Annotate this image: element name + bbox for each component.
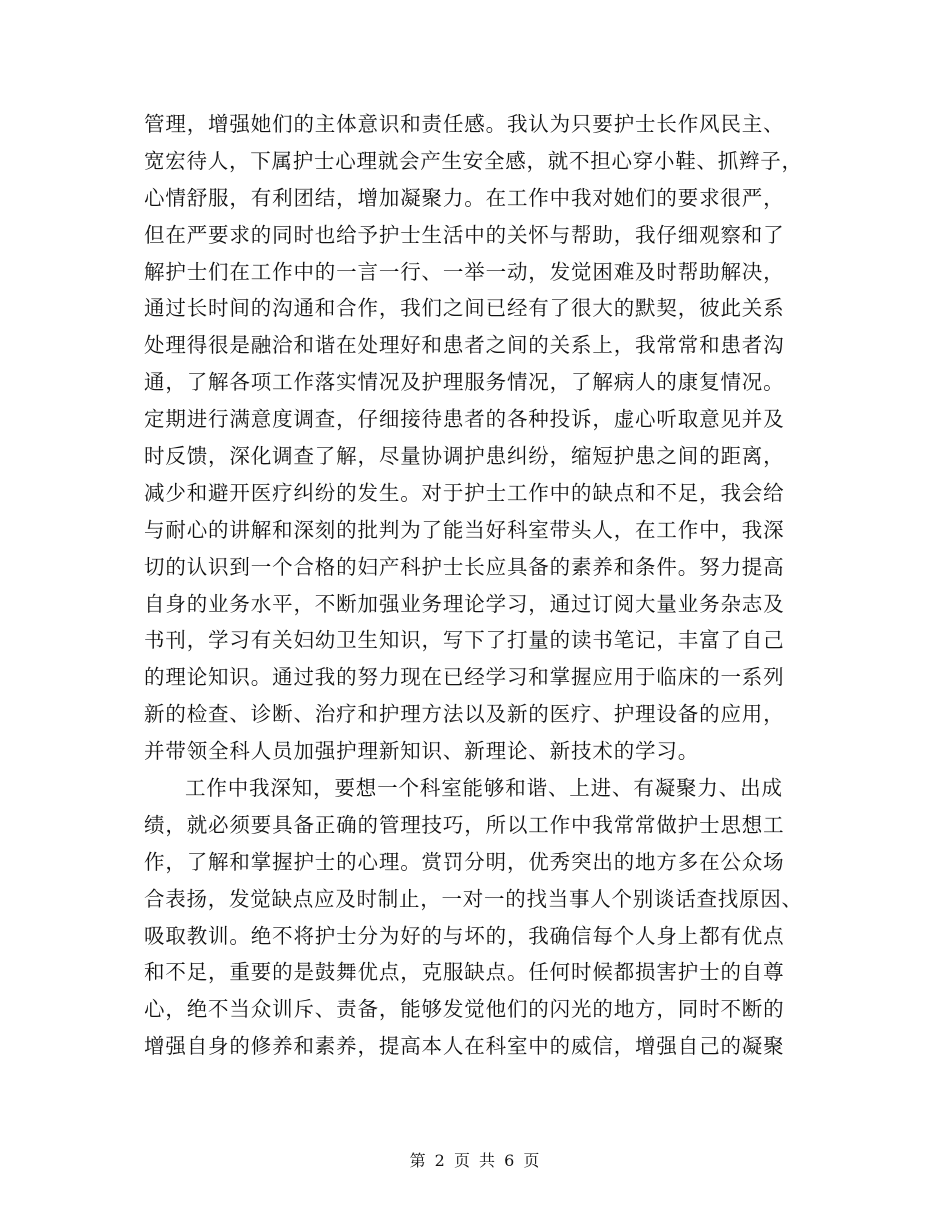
text-line: 和不足，重要的是鼓舞优点，克服缺点。任何时候都损害护士的自尊: [144, 960, 785, 985]
text-line: 作，了解和掌握护士的心理。赏罚分明，优秀突出的地方多在公众场: [144, 849, 785, 874]
text-line: 心，绝不当众训斥、责备，能够发觉他们的闪光的地方，同时不断的: [144, 997, 785, 1022]
text-line: 自身的业务水平，不断加强业务理论学习，通过订阅大量业务杂志及: [144, 591, 785, 616]
text-line: 定期进行满意度调查，仔细接待患者的各种投诉，虚心听取意见并及: [144, 407, 785, 432]
text-line: 通，了解各项工作落实情况及护理服务情况，了解病人的康复情况。: [144, 370, 785, 395]
text-line: 处理得很是融洽和谐在处理好和患者之间的关系上，我常常和患者沟: [144, 333, 785, 358]
text-line: 宽宏待人，下属护士心理就会产生安全感，就不担心穿小鞋、抓辫子，: [144, 148, 803, 173]
text-line: 的理论知识。通过我的努力现在已经学习和掌握应用于临床的一系列: [144, 665, 785, 690]
text-line: 心情舒服，有利团结，增加凝聚力。在工作中我对她们的要求很严，: [144, 185, 785, 210]
page-number-footer: 第 2 页 共 6 页: [409, 1151, 541, 1170]
text-line: 吸取教训。绝不将护士分为好的与坏的，我确信每个人身上都有优点: [144, 923, 785, 948]
text-line: 并带领全科人员加强护理新知识、新理论、新技术的学习。: [144, 739, 700, 764]
text-line: 管理，增强她们的主体意识和责任感。我认为只要护士长作风民主、: [144, 112, 785, 136]
text-line: 增强自身的修养和素养，提高本人在科室中的威信，增强自己的凝聚: [144, 1034, 785, 1059]
text-line: 通过长时间的沟通和合作，我们之间已经有了很大的默契，彼此关系: [144, 296, 785, 321]
text-line: 解护士们在工作中的一言一行、一举一动，发觉困难及时帮助解决，: [144, 259, 785, 284]
body-text: [144, 106, 804, 1065]
text-line: 减少和避开医疗纠纷的发生。对于护士工作中的缺点和不足，我会给: [144, 480, 785, 505]
text-line: 切的认识到一个合格的妇产科护士长应具备的素养和条件。努力提高: [144, 554, 785, 579]
text-line: 时反馈，深化调查了解，尽量协调护患纠纷，缩短护患之间的距离，: [144, 444, 785, 469]
text-line: 绩，就必须要具备正确的管理技巧，所以工作中我常常做护士思想工: [144, 812, 785, 837]
text-line: 与耐心的讲解和深刻的批判为了能当好科室带头人，在工作中，我深: [144, 517, 785, 542]
text-line: 合表扬，发觉缺点应及时制止，一对一的找当事人个别谈话查找原因、: [144, 886, 803, 911]
text-line: 但在严要求的同时也给予护士生活中的关怀与帮助，我仔细观察和了: [144, 222, 785, 247]
text-line: 新的检查、诊断、治疗和护理方法以及新的医疗、护理设备的应用，: [144, 702, 785, 727]
paragraph-start-line: 工作中我深知，要想一个科室能够和谐、上进、有凝聚力、出成: [185, 776, 783, 801]
text-line: 书刊，学习有关妇幼卫生知识，写下了打量的读书笔记，丰富了自己: [144, 628, 785, 653]
